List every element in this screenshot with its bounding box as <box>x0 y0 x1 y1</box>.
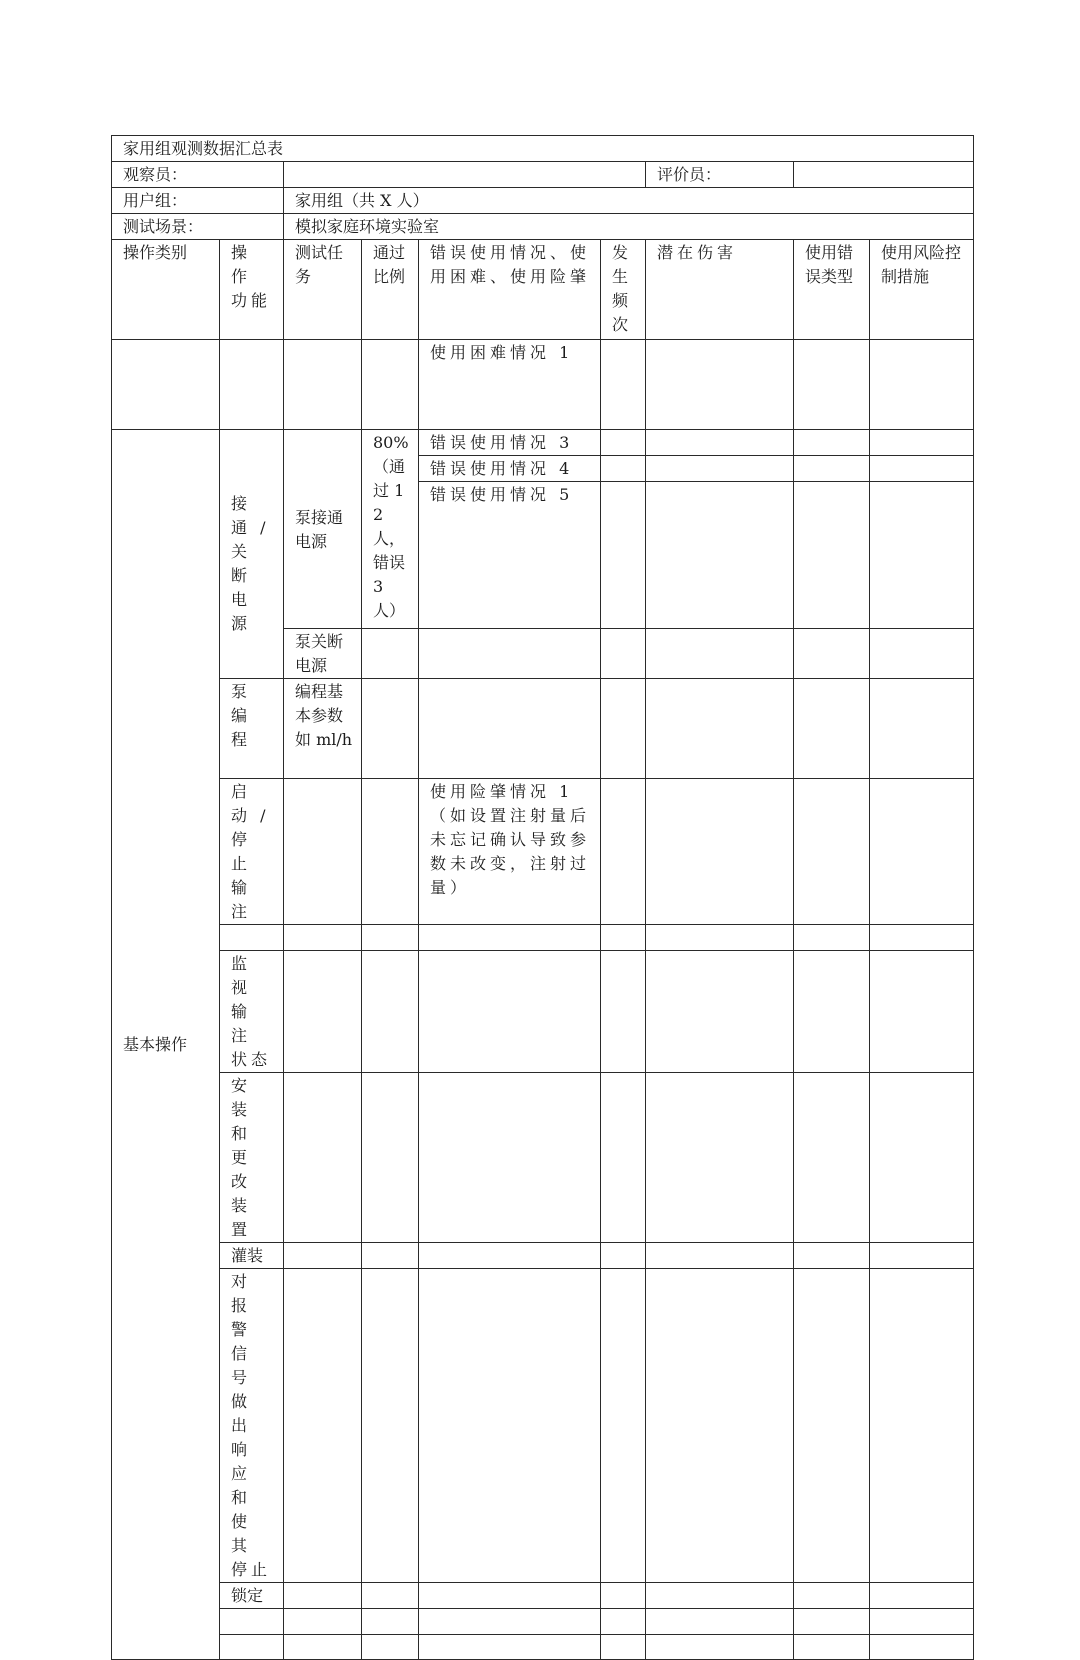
table-cell[interactable] <box>646 629 794 679</box>
table-cell[interactable] <box>284 1269 362 1583</box>
table-cell[interactable] <box>794 482 870 629</box>
table-cell[interactable] <box>284 1609 362 1635</box>
table-cell[interactable] <box>601 1635 646 1660</box>
table-cell[interactable] <box>601 1609 646 1635</box>
table-cell[interactable] <box>362 779 419 925</box>
error-5-cell: 错误使用情况 5 <box>419 482 601 629</box>
table-cell[interactable] <box>362 951 419 1073</box>
table-title: 家用组观测数据汇总表 <box>112 136 974 162</box>
task-power-on: 泵接通电源 <box>284 430 362 629</box>
evaluator-label: 评价员： <box>646 162 794 188</box>
table-cell[interactable] <box>794 430 870 456</box>
function-start-stop: 启 动 / 停 止 输 注 <box>220 779 284 925</box>
table-cell[interactable] <box>870 629 974 679</box>
table-cell[interactable] <box>646 779 794 925</box>
table-cell[interactable] <box>601 779 646 925</box>
table-cell[interactable] <box>112 340 220 430</box>
table-cell[interactable] <box>794 1635 870 1660</box>
table-cell[interactable] <box>870 1635 974 1660</box>
table-cell[interactable] <box>646 1583 794 1609</box>
table-cell[interactable] <box>284 1073 362 1243</box>
header-task: 测试任务 <box>284 240 362 340</box>
table-cell[interactable] <box>601 430 646 456</box>
table-cell[interactable] <box>870 1073 974 1243</box>
table-cell[interactable] <box>646 456 794 482</box>
error-4-cell: 错误使用情况 4 <box>419 456 601 482</box>
table-cell[interactable] <box>870 340 974 430</box>
table-cell[interactable] <box>419 1635 601 1660</box>
table-cell[interactable] <box>284 951 362 1073</box>
task-power-off: 泵关断电源 <box>284 629 362 679</box>
table-cell[interactable] <box>362 1073 419 1243</box>
table-cell[interactable] <box>362 340 419 430</box>
table-cell[interactable] <box>870 1609 974 1635</box>
table-cell[interactable] <box>646 482 794 629</box>
table-cell[interactable] <box>794 779 870 925</box>
table-cell[interactable] <box>646 679 794 779</box>
table-cell[interactable] <box>220 1609 284 1635</box>
table-cell[interactable] <box>362 1243 419 1269</box>
table-cell[interactable] <box>794 629 870 679</box>
header-function: 操 作 功能 <box>220 240 284 340</box>
table-cell[interactable] <box>794 1583 870 1609</box>
table-cell[interactable] <box>284 1635 362 1660</box>
scene-value: 模拟家庭环境实验室 <box>284 214 974 240</box>
table-cell[interactable] <box>646 951 794 1073</box>
function-monitor: 监 视 输 注 状态 <box>220 951 284 1073</box>
table-cell[interactable] <box>646 1609 794 1635</box>
table-cell[interactable] <box>870 1269 974 1583</box>
header-risk-control: 使用风险控制措施 <box>870 240 974 340</box>
table-cell[interactable] <box>284 779 362 925</box>
observer-label: 观察员： <box>112 162 284 188</box>
table-cell[interactable] <box>284 1583 362 1609</box>
function-lock: 锁定 <box>220 1583 284 1609</box>
table-cell[interactable] <box>601 1269 646 1583</box>
table-cell[interactable] <box>362 629 419 679</box>
table-cell[interactable] <box>794 456 870 482</box>
table-cell[interactable] <box>419 1243 601 1269</box>
table-cell[interactable] <box>601 482 646 629</box>
table-cell[interactable] <box>601 679 646 779</box>
table-cell[interactable] <box>794 340 870 430</box>
function-alarm: 对 报 警 信 号 做 出 响 应 和 使 其 停止 <box>220 1269 284 1583</box>
table-cell[interactable] <box>601 951 646 1073</box>
observation-summary-table <box>111 135 974 1660</box>
table-cell[interactable] <box>646 925 794 951</box>
table-cell[interactable] <box>794 1269 870 1583</box>
table-cell[interactable] <box>419 925 601 951</box>
table-cell[interactable] <box>646 1635 794 1660</box>
table-cell[interactable] <box>870 951 974 1073</box>
header-pass-rate: 通过比例 <box>362 240 419 340</box>
difficulty-1-cell: 使用困难情况 1 <box>419 340 601 430</box>
table-cell[interactable] <box>419 629 601 679</box>
header-category: 操作类别 <box>112 240 220 340</box>
task-program: 编程基本参数如 ml/h <box>284 679 362 779</box>
table-cell[interactable] <box>870 779 974 925</box>
error-3-cell: 错误使用情况 3 <box>419 430 601 456</box>
table-cell[interactable] <box>601 1073 646 1243</box>
table-cell[interactable] <box>794 1243 870 1269</box>
table-cell[interactable] <box>362 1583 419 1609</box>
table-cell[interactable] <box>870 679 974 779</box>
table-cell[interactable] <box>419 1269 601 1583</box>
pass-rate-power-on: 80%（通过 12 人，错误 3 人） <box>362 430 419 629</box>
table-cell[interactable] <box>220 925 284 951</box>
table-cell[interactable] <box>220 1635 284 1660</box>
header-harm: 潜在伤害 <box>646 240 794 340</box>
header-error-type: 使用错误类型 <box>794 240 870 340</box>
table-cell[interactable] <box>646 340 794 430</box>
table-cell[interactable] <box>870 1583 974 1609</box>
table-cell[interactable] <box>220 340 284 430</box>
scene-label: 测试场景： <box>112 214 284 240</box>
observer-value-cell[interactable] <box>284 162 646 188</box>
table-cell[interactable] <box>419 1609 601 1635</box>
table-cell[interactable] <box>362 1269 419 1583</box>
table-cell[interactable] <box>646 430 794 456</box>
table-cell[interactable] <box>794 925 870 951</box>
table-cell[interactable] <box>362 679 419 779</box>
table-cell[interactable] <box>794 1609 870 1635</box>
table-cell[interactable] <box>870 482 974 629</box>
table-cell[interactable] <box>646 1073 794 1243</box>
evaluator-value-cell[interactable] <box>794 162 974 188</box>
table-cell[interactable] <box>646 1243 794 1269</box>
table-cell[interactable] <box>794 951 870 1073</box>
table-cell[interactable] <box>870 925 974 951</box>
table-cell[interactable] <box>284 1243 362 1269</box>
table-cell[interactable] <box>419 679 601 779</box>
table-cell[interactable] <box>419 951 601 1073</box>
table-cell[interactable] <box>870 430 974 456</box>
header-frequency: 发生频次 <box>601 240 646 340</box>
table-cell[interactable] <box>601 925 646 951</box>
table-cell[interactable] <box>870 1243 974 1269</box>
user-group-label: 用户组： <box>112 188 284 214</box>
table-cell[interactable] <box>419 1073 601 1243</box>
table-cell[interactable] <box>646 1269 794 1583</box>
table-cell[interactable] <box>284 340 362 430</box>
hazard-1-cell: 使用险肇情况 1（如设置注射量后未忘记确认导致参数未改变，注射过量） <box>419 779 601 925</box>
table-cell[interactable] <box>419 1583 601 1609</box>
table-cell[interactable] <box>284 925 362 951</box>
table-cell[interactable] <box>794 679 870 779</box>
table-cell[interactable] <box>601 629 646 679</box>
table-cell[interactable] <box>601 1583 646 1609</box>
function-program: 泵 编 程 <box>220 679 284 779</box>
table-cell[interactable] <box>601 340 646 430</box>
table-cell[interactable] <box>362 1635 419 1660</box>
function-power: 接 通 / 关 断 电 源 <box>220 430 284 679</box>
table-cell[interactable] <box>601 456 646 482</box>
function-fill: 灌装 <box>220 1243 284 1269</box>
table-cell[interactable] <box>362 925 419 951</box>
table-cell[interactable] <box>601 1243 646 1269</box>
table-cell[interactable] <box>362 1609 419 1635</box>
table-cell[interactable] <box>870 456 974 482</box>
category-basic-operation: 基本操作 <box>112 430 220 1660</box>
header-issues: 错误使用情况、使用困难、使用险肇 <box>419 240 601 340</box>
function-install: 安 装 和 更 改 装 置 <box>220 1073 284 1243</box>
table-cell[interactable] <box>794 1073 870 1243</box>
user-group-value: 家用组（共 X 人） <box>284 188 974 214</box>
